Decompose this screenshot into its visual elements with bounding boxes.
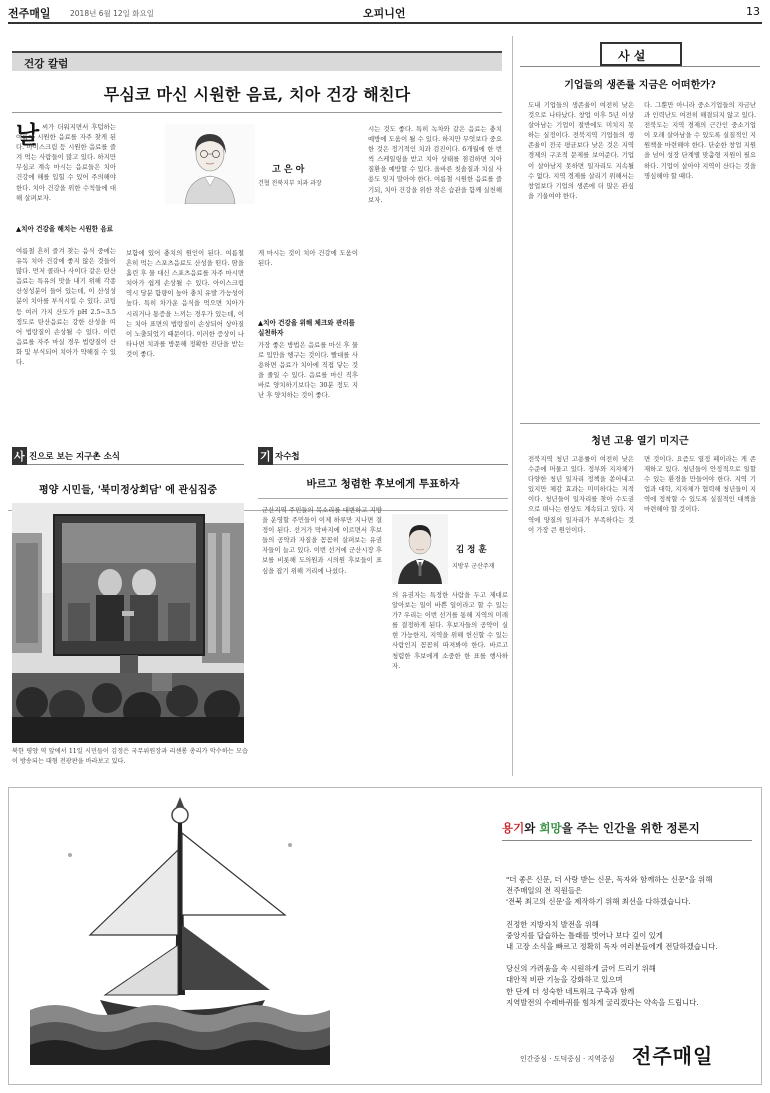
- author-title: 건협 전북지부 치과 과장: [258, 180, 322, 187]
- promo-line: "더 좋은 신문, 더 사랑 받는 신문, 독자와 함께하는 신문"을 위해: [506, 875, 713, 884]
- promo-line: 당신의 가려움을 속 시원하게 긁어 드리기 위해: [506, 964, 656, 974]
- slogan-rest: 을 주는 인간을 위한 정론지: [561, 821, 700, 835]
- column-subhead-1: ▲치아 건강을 해치는 시원한 음료: [16, 225, 114, 233]
- contribution-title: 바르고 청렴한 후보에게 투표하자: [306, 478, 460, 490]
- contribution-title-rule: [258, 498, 508, 499]
- editorial-tag: 사 설: [618, 49, 646, 63]
- photo-news-caption: 북한 평양 역 앞에서 11일 시민들이 김정은 국무위원장과 리센롱 총리가 악수하는 모습이 방송되는 대형 전광판을 바라보고 있다.: [12, 748, 248, 765]
- editorial-1-col2: 다. 그뿐만 아니라 중소기업들의 자금난과 인력난도 여전히 해결되지 않고 있다. 전북도는 지역 경제의 근간인 중소기업이 오래 살아남을 수 있도록 실질적인 지원책을 마련해야 한다. 단순한 창업 지원을 넘어 성장 단계별 맞춤형 지원이 필요하다. 기업이 살아야 지역이 산다는 것을 명심해야 할 때다.: [644, 101, 756, 180]
- photo-news-tag-lead: 사: [12, 447, 27, 465]
- promo-line: [506, 908, 756, 919]
- contribution-author-photo: [392, 514, 448, 584]
- promo-line: '전북 최고의 신문'을 제작하기 위해 최선을 다하겠습니다.: [506, 897, 691, 907]
- column-subhead-2: ▲치아 건강을 위해 체크와 관리를 실천하자: [258, 319, 356, 337]
- page-number: 13: [746, 5, 760, 18]
- contribution-tag-bar: [258, 447, 508, 465]
- promo-line: 전주매일의 전 직원들은: [506, 886, 583, 896]
- column-tag: 건강 칼럼: [24, 58, 69, 70]
- photo-news-tag: 진으로 보는 지구촌 소식: [29, 452, 120, 462]
- promo-line: 한 단계 더 성숙한 네트워크 구축과 함께: [506, 986, 635, 996]
- column-text-lead: 씨가 더워지면서 후텁하는 여름에 시원한 음료를 자주 찾게 된다. 아이스크림 등 시원한 음료를 즐겨 먹는 사람들이 많고 있다. 하지만 무심코 계속 마시는 음료들은 치아 건강에 해를 입힐 수 있어 주의해야 한다. 치아 건강을 위한 수칙들에 대해 살펴보자.: [16, 123, 116, 202]
- column-title: 무심코 마신 시원한 음료, 치아 건강 해친다: [103, 85, 411, 104]
- contribution-tag-lead: 기: [258, 447, 273, 465]
- slogan-hope: 희망: [539, 821, 562, 835]
- section-name: 오피니언: [363, 7, 406, 20]
- drop-cap: 날: [16, 120, 40, 149]
- column-text-col2: 보함에 있어 충치의 원인이 된다. 여름철 흔히 먹는 스포츠음료도 산성을 띤다. 땀을 흘린 후 물 대신 스포츠음료를 자주 마시면 치아가 쉽게 손상될 수 있다. 아이스크림 역시 당분 함량이 높아 충치 유발 가능성이 높다. 특히 차가운 음식을 먹으면 치아가 시리거나 통증을 느끼는 경우가 있는데, 이는 치아 표면의 법랑질이 손상되어 상아질이 노출되었기 때문이다. 이러한 증상이 나타나면 치과를 방문해 정확한 진단을 받는 것이 좋다.: [126, 249, 244, 358]
- contribution-col1: 군산지역 주민들의 목소리를 대변하고 지방을 운영할 주민들이 이제 하루만 지나면 결정이 된다. 선거가 막바지에 이르면서 후보들의 공약과 자질을 꼼꼼히 살펴보는 유권자들이 늘고 있다. 이번 선거에 군산시장 후보를 비롯해 도의원과 시의원 후보들이 표심을 잡기 위해 거리에 나섰다.: [262, 506, 382, 575]
- column-text-col4: 시는 것도 좋다. 특히 녹차와 같은 음료는 충치 예방에 도움이 될 수 있다. 하지만 무엇보다 중요한 것은 정기적인 치과 검진이다. 6개월에 한 번씩 스케일링을 받고 치아 상태를 점검하면 치아 질환을 예방할 수 있다. 올바른 칫솔질과 치실 사용도 잊지 말아야 한다. 여름철 시원한 음료를 즐기되, 치아 건강을 위한 작은 습관을 함께 실천해보자.: [368, 125, 502, 204]
- contribution-tag: 자수첩: [275, 452, 300, 462]
- editorial-1-col1: 도내 기업들의 생존율이 여전히 낮은 것으로 나타났다. 창업 이후 5년 이상 살아남는 기업이 절반에도 미치지 못하는 실정이다. 전북지역 기업들의 생존율이 전국 평균보다 낮은 것은 지역 경제의 구조적 문제를 보여준다. 기업이 살아남지 못하면 일자리도 지속될 수 없다. 지역 경제를 살리기 위해서는 창업보다 기업의 생존에 더 많은 관심을 기울여야 한다.: [528, 101, 634, 200]
- photo-news-title: 평양 시민들, '북미정상회담' 에 관심집중: [38, 485, 218, 496]
- column-col1: [16, 122, 116, 502]
- contribution-author-name: 김 정 훈: [456, 545, 487, 555]
- column-text-body1: 여름철 흔히 즐겨 찾는 음식 중에는 유독 치아 건강에 좋지 않은 것들이 많다. 먼저 콜라나 사이다 같은 탄산음료는 특유의 맛을 내기 위해 각종 산성성분이 들어 있는데, 이 산성성분이 치아를 부식시킬 수 있다. 코팅 등 여러 가지 산도가 pH 2.5~3.5 정도로 탄산음료는 강한 산성을 띠어 법랑질이 손상될 수 있다. 이런 음료를 자주 마실 경우 법랑질이 산화 및 부식되어 치아가 약해질 수 있다.: [16, 247, 116, 367]
- column-text-col3b: 가장 좋은 방법은 음료를 마신 후 물로 입안을 헹구는 것이다. 빨대를 사용하면 음료가 치아에 직접 닿는 것을 줄일 수 있다. 음료를 마신 직후 바로 양치하기보다는 30분 정도 지난 후 양치하는 것이 좋다.: [258, 341, 358, 400]
- promo-motto: 인간중심 · 도덕중심 · 지역중심: [520, 1055, 615, 1063]
- column-text-col3: 게 마시는 것이 치아 건강에 도움이 된다.: [258, 249, 358, 268]
- page-header: [0, 0, 770, 22]
- header-rule: [8, 22, 762, 24]
- promo-line: 진정한 지방자치 발전을 위해: [506, 919, 599, 929]
- contribution-col2: 의 유권자는 특정한 사람을 두고 제대로 알아보는 일이 바쁜 일이라고 할 수 있는가? 우리는 이번 선거를 통해 지역의 미래를 결정하게 된다. 후보자들의 공약이 실현 가능한지, 지역을 위해 헌신할 수 있는 사람인지 꼼꼼히 따져봐야 한다. 바르고 청렴한 후보에게 소중한 한 표를 행사하자.: [392, 591, 508, 670]
- column-title-rule: [12, 112, 502, 113]
- editorial-2-col2: 면 것이다. 요즘도 열정 페이라는 게 존재하고 있다. 청년들이 안정적으로 일할 수 있는 환경을 만들어야 한다. 지역 기업과 대학, 지자체가 협력해 청년들이 지역에 정착할 수 있도록 실질적인 대책을 마련해야 할 것이다.: [644, 455, 756, 514]
- promo-line: 중앙지를 답습하는 틀래를 벗어나 보다 깊이 있게: [506, 930, 663, 940]
- promo-line: 대안적 비판 기능을 강화하고 있으며: [506, 975, 623, 985]
- slogan-and: 와: [524, 821, 540, 835]
- editorial-tag-box: [600, 42, 682, 66]
- editorial-2-title: 청년 고용 열기 미지근: [591, 436, 689, 447]
- paper-name: 전주매일: [8, 7, 51, 20]
- photo-news-tag-bar: [12, 447, 244, 465]
- promo-logo: 전주매일: [632, 1044, 714, 1068]
- editorial-2-col1: 전북지역 청년 고용률이 여전히 낮은 수준에 머물고 있다. 정부와 지자체가 다양한 청년 일자리 정책을 쏟아내고 있지만 체감 효과는 미미하다는 지적이다. 청년들이 일자리를 찾아 수도권으로 떠나는 현상도 계속되고 있다. 지역에 양질의 일자리가 부족하다는 것이 가장 큰 원인이다.: [528, 455, 634, 534]
- issue-date: 2018년 6월 12일 화요일: [70, 9, 155, 18]
- column-tag-bar: [12, 51, 502, 71]
- promo-line: [506, 952, 756, 963]
- slogan-courage: 용기: [502, 821, 525, 835]
- contribution-author-title: 지방부 군산주재: [452, 563, 495, 570]
- author-name: 고 은 아: [272, 165, 305, 175]
- promo-slogan-rule: [502, 840, 752, 841]
- promo-slogan: [502, 820, 700, 836]
- editorial-divider: [520, 423, 760, 424]
- author-photo: [165, 124, 255, 204]
- promo-line: 지역발전의 수레바퀴를 힘차게 굴리겠다는 약속을 드립니다.: [506, 997, 699, 1007]
- photo-news-image: [12, 503, 244, 743]
- editorial-tag-rule: [520, 66, 760, 67]
- column-separator-right: [512, 36, 513, 776]
- editorial-1-title: 기업들의 생존률 지금은 어떠한가?: [564, 80, 716, 91]
- promo-line: 내 고장 소식을 빠르고 정확히 독자 여러분들에게 전달하겠습니다.: [506, 942, 718, 952]
- promo-message: [506, 874, 756, 1008]
- promo-illustration: [30, 795, 330, 1065]
